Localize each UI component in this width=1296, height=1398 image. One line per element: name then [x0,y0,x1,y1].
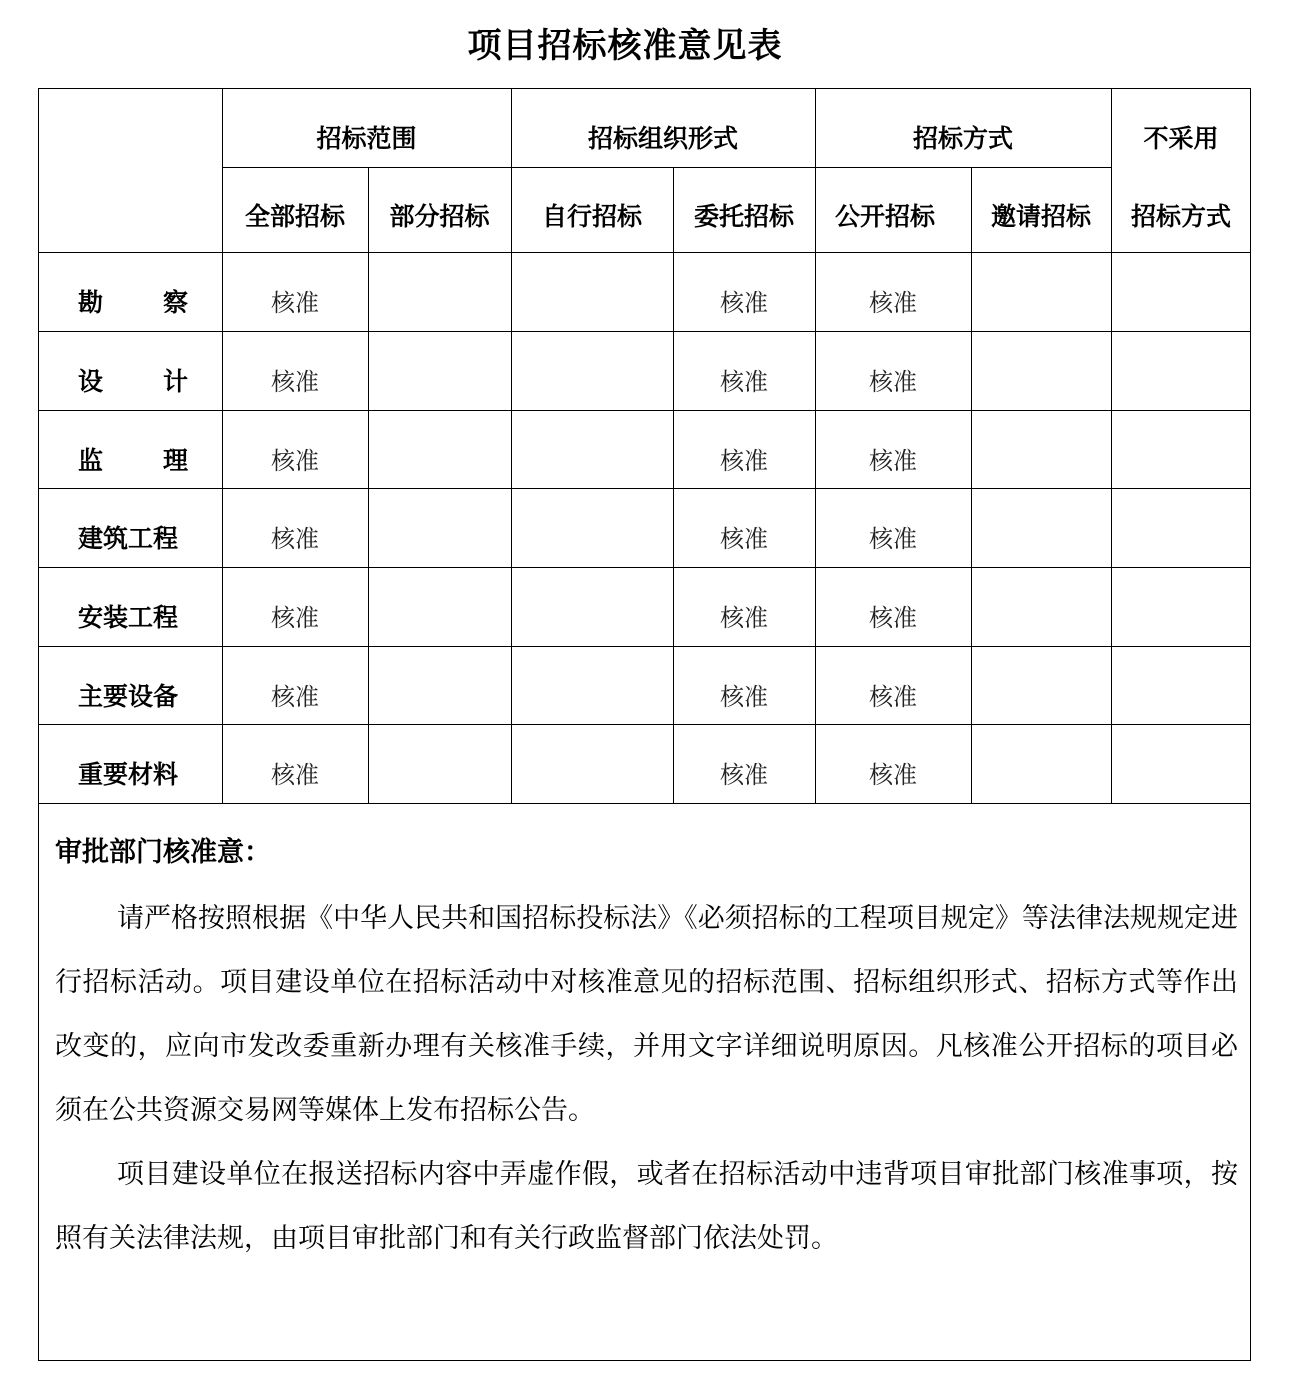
table-gridline [38,410,1251,411]
subheader-full-bidding: 全部招标 [244,202,345,231]
row-label-text-part: 察 [162,288,188,317]
row-label-main-equipment [40,682,222,712]
table-cell: 核准 [271,447,319,475]
header-not-adopted-line2: 招标方式 [1130,202,1231,231]
row-label-text: 设 [78,367,104,396]
header-bid-method: 招标方式 [912,124,1013,153]
subheader-self-bidding: 自行招标 [541,202,642,231]
table-cell: 核准 [869,289,917,317]
subheader-entrusted-bidding: 委托招标 [693,202,794,231]
table-cell: 核准 [720,683,768,711]
row-label-text: 主要设备 [78,682,179,711]
table-cell: 核准 [720,368,768,396]
table-cell: 核准 [271,604,319,632]
table-gridline [38,567,1251,568]
table-cell: 核准 [271,683,319,711]
row-label-supervision [40,446,222,476]
table-cell: 核准 [720,761,768,789]
page-title: 项目招标核准意见表 [467,26,783,66]
header-not-adopted-line1: 不采用 [1143,124,1219,153]
row-label-design [40,367,222,397]
table-gridline [1111,88,1112,803]
row-label-text: 建筑工程 [78,524,179,553]
opinion-paragraph-1: 请严格按照根据《中华人民共和国招标投标法》《必须招标的工程项目规定》等法律法规规定进行招标活动。项目建设单位在招标活动中对核准意见的招标范围、招标组织形式、招标方式等作出改变的，应向市发改委重新办理有关核准手续，并用文字详细说明原因。凡核准公开招标的项目必须在公共资源交易网等媒体上发布招标公告。 [55,903,1238,1126]
row-label-text-part: 计 [162,367,188,396]
header-bid-scope: 招标范围 [316,124,417,153]
table-gridline [511,88,512,803]
table-cell: 核准 [720,604,768,632]
table-gridline [38,646,1251,647]
row-label-text: 重要材料 [78,760,179,789]
table-cell: 核准 [869,761,917,789]
subheader-invited-bidding: 邀请招标 [990,202,1091,231]
table-cell: 核准 [869,525,917,553]
opinion-paragraph-2: 项目建设单位在报送招标内容中弄虚作假，或者在招标活动中违背项目审批部门核准事项，按照有关法律法规，由项目审批部门和有关行政监督部门依法处罚。 [55,1159,1238,1254]
table-cell: 核准 [271,761,319,789]
row-label-text: 勘 [78,288,104,317]
table-cell: 核准 [869,368,917,396]
row-label-installation [40,603,222,633]
table-cell: 核准 [271,289,319,317]
subheader-partial-bidding: 部分招标 [389,202,490,231]
table-cell: 核准 [271,368,319,396]
subheader-open-bidding: 公开招标 [834,202,935,231]
row-label-text: 监 [78,446,104,475]
row-label-construction [40,524,222,554]
table-gridline [38,252,1251,253]
header-bid-organization: 招标组织形式 [587,124,738,153]
row-label-text: 安装工程 [78,603,179,632]
table-gridline [38,724,1251,725]
table-gridline [38,331,1251,332]
table-cell: 核准 [720,289,768,317]
opinion-heading: 审批部门核准意： [55,837,271,868]
table-gridline [222,167,1111,168]
row-label-key-materials [40,760,222,790]
table-cell: 核准 [869,447,917,475]
row-label-survey [40,288,222,318]
table-gridline [38,803,1251,804]
table-cell: 核准 [720,525,768,553]
table-gridline [971,167,972,803]
table-gridline [368,167,369,803]
row-label-text-part: 理 [162,446,188,475]
table-cell: 核准 [720,447,768,475]
table-cell: 核准 [869,683,917,711]
table-gridline [38,488,1251,489]
table-cell: 核准 [869,604,917,632]
table-cell: 核准 [271,525,319,553]
